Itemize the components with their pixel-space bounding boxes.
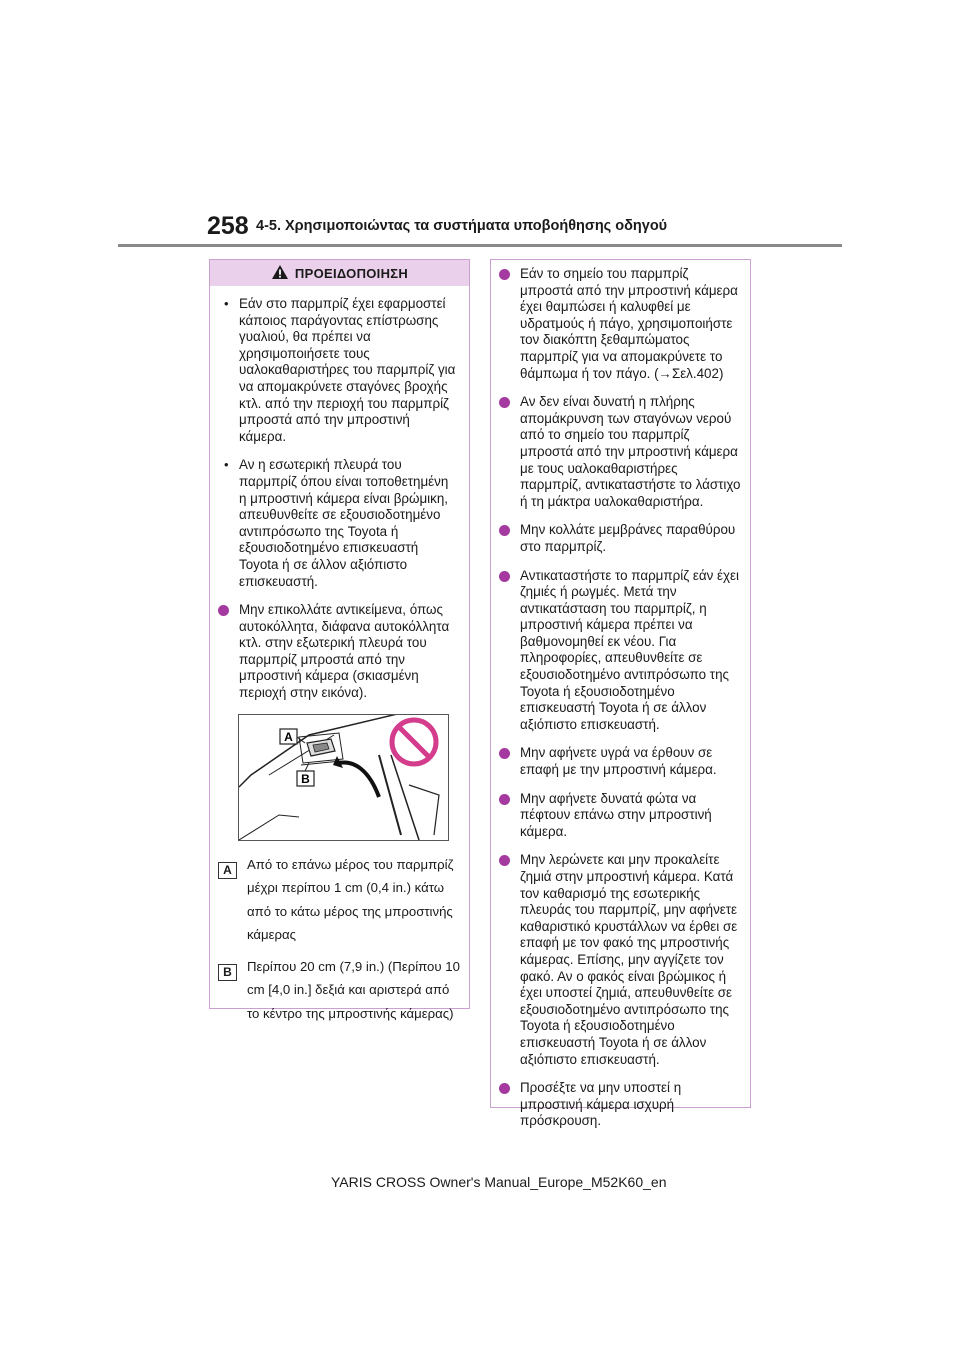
bullet-circle-icon [499,571,510,582]
windshield-camera-figure [238,714,449,841]
bullet-circle-icon [499,269,510,280]
list-item [491,852,742,1068]
list-item [491,522,742,555]
page-number: 258 [207,212,249,240]
bullet-circle-icon [499,525,510,536]
warning-header [210,260,469,286]
bullet-circle-icon [499,748,510,759]
figure-label-a: A [284,729,293,744]
callout-text-b: Περίπου 20 cm (7,9 in.) (Περίπου 10 cm [4,0 in.] δεξιά και αριστερά από το κέντρο της μπροστινής κάμερας) [247,958,460,1021]
callout-text-a: Από το επάνω μέρος του παρμπρίζ μέχρι περίπου 1 cm (0,4 in.) κάτω από το κάτω μέρος της μπροστινής κάμερας [247,856,454,943]
warning-box-left [209,259,470,1021]
list-item-text: Αν δεν είναι δυνατή η πλήρης απομάκρυνση των σταγόνων νερού από το σημείο του παρμπρίζ μπροστά από την μπροστινή κάμερα με τους υαλοκαθαριστήρες παρμπρίζ, αντικαταστήστε το λάστιχο ή τη μάκτρα υαλοκαθαριστήρα. [520,394,741,509]
section-title: 4-5. Χρησιμοποιώντας τα συστήματα υποβοήθησης οδηγού [256,218,668,234]
bullet-circle-icon [499,794,510,805]
warning-bullet-1: • Εάν στο παρμπρίζ έχει εφαρμοστεί κάποιος παράγοντας επίστρωσης γυαλιού, θα πρέπει να χρησιμοποιήσετε τους υαλοκαθαριστήρες του παρμπρίζ για να απομακρύνετε σταγόνες βροχής κτλ. από την περιοχή του παρμπρίζ μπροστά από την μπροστινή κάμερα. [210,296,459,445]
list-item-text: Μην επικολλάτε αντικείμενα, όπως αυτοκόλλητα, διάφανα αυτοκόλλητα κτλ. στην εξωτερική πλευρά του παρμπρίζ μπροστά από την μπροστινή κάμερα (σκιασμένη περιοχή στην εικόνα). [239,602,450,701]
list-item [491,1080,742,1130]
list-item-text: Μην αφήνετε δυνατά φώτα να πέφτουν επάνω στην μπροστινή κάμερα. [520,790,712,839]
list-item-text: Μην κολλάτε μεμβράνες παραθύρου στο παρμπρίζ. [520,522,736,554]
callout-tag-a: A [218,862,237,879]
header-rule [118,244,842,247]
bullet-circle-icon [218,605,229,616]
list-item [491,568,742,734]
list-item [491,394,742,510]
figure-label-b: B [301,771,310,786]
warning-triangle-icon [271,264,289,283]
warning-box-right [490,259,751,1129]
list-item [491,791,742,841]
callout-b [218,955,463,1026]
list-item-text: Προσέξτε να μην υποστεί η μπροστινή κάμερα ισχυρή πρόσκρουση. [520,1080,682,1129]
bullet-circle-icon [499,855,510,866]
warning-bullet-2: • Αν η εσωτερική πλευρά του παρμπρίζ όπου είναι τοποθετημένη η μπροστινή κάμερα είναι βρώμικη, απευθυνθείτε σε εξουσιοδοτημένο αντιπρόσωπο της Toyota ή εξουσιοδοτημένο επισκευαστή Toyota ή σε άλλον αξιόπιστο επισκευαστή. [210,457,459,590]
list-item [491,745,742,778]
bullet-circle-icon [499,1083,510,1094]
list-item-text: Μην λερώνετε και μην προκαλείτε ζημιά στην μπροστινή κάμερα. Κατά τον καθαρισμό της εσωτερικής πλευράς του παρμπρίζ, μην αφήνετε καθαριστικό κρυστάλλων να έρθει σε επαφή με τον φακό της μπροστινής κάμερας. Επίσης, μην αγγίζετε τον φακό. Αν ο φακός είναι βρώμικος ή έχει υποστεί ζημιά, απευθυνθείτε σε εξουσιοδοτημένο αντιπρόσωπο της Toyota ή εξουσιοδοτημένο επισκευαστή Toyota ή σε άλλον αξιόπιστο επισκευαστή. [520,852,738,1067]
list-item-text: Εάν το σημείο του παρμπρίζ μπροστά από την μπροστινή κάμερα έχει θαμπώσει ή καλυφθεί με υδρατμούς ή πάγο, χρησιμοποιήστε τον διακόπτη ξεθαμπώματος παρμπρίζ για να απομακρύνετε το θάμπωμα ή τον πάγο. (→Σελ.402) [520,266,738,381]
list-item [491,266,742,382]
footer-text: YARIS CROSS Owner's Manual_Europe_M52K60_en [331,1174,667,1190]
callout-tag-b: B [218,964,237,981]
callout-a [218,853,463,947]
list-item-text: Αντικαταστήστε το παρμπρίζ εάν έχει ζημιές ή ρωγμές. Μετά την αντικατάσταση του παρμπρίζ, η μπροστινή κάμερα πρέπει να βαθμονομηθεί εκ νέου. Για πληροφορίες, απευθυνθείτε σε εξουσιοδοτημένο αντιπρόσωπο της Toyota ή εξουσιοδοτημένο επισκευαστή Toyota ή σε άλλον αξιόπιστο επισκευαστή. [520,567,739,732]
list-item [210,602,461,702]
list-item-text: Μην αφήνετε υγρά να έρθουν σε επαφή με την μπροστινή κάμερα. [520,745,717,778]
bullet-circle-icon [499,397,510,408]
warning-title: ΠΡΟΕΙΔΟΠΟΙΗΣΗ [294,265,409,281]
